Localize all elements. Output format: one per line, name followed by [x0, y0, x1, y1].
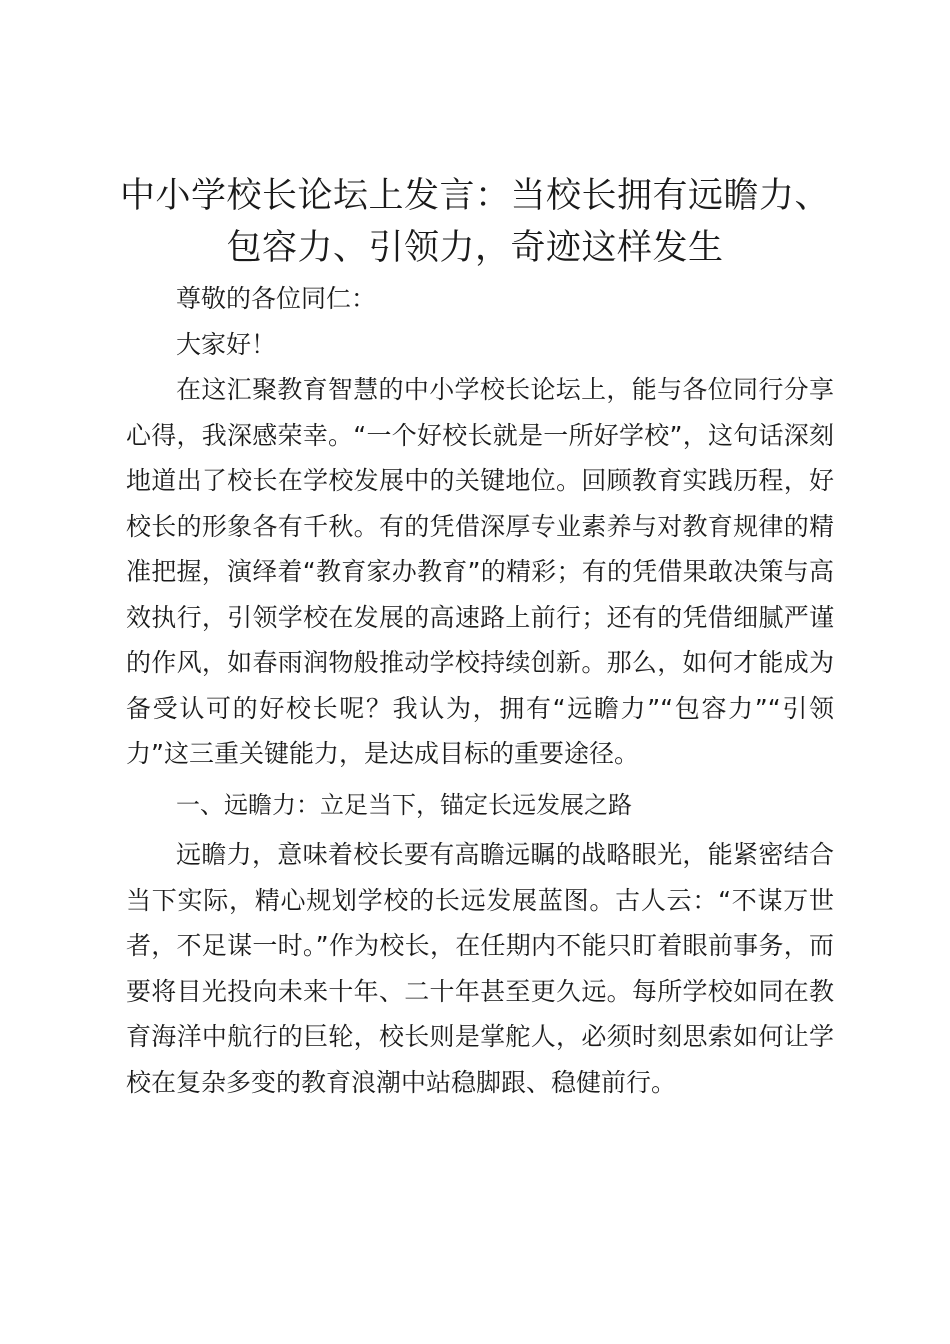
paragraph-intro: 在这汇聚教育智慧的中小学校长论坛上，能与各位同行分享心得，我深感荣幸。“一个好校长就是一所好学校”，这句话深刻地道出了校长在学校发展中的关键地位。回顾教育实践历程，好校长的形象各有千秋。有的凭借深厚专业素养与对教育规律的精准把握，演绎着“教育家办教育”的精彩；有的凭借果敢决策与高效执行，引领学校在发展的高速路上前行；还有的凭借细腻严谨的作风，如春雨润物般推动学校持续创新。那么，如何才能成为备受认可的好校长呢？我认为，拥有“远瞻力”“包容力”“引领力”这三重关键能力，是达成目标的重要途径。 [126, 375, 834, 768]
title-line-1: 中小学校长论坛上发言：当校长拥有远瞻力、 [119, 176, 830, 216]
document-title [110, 170, 840, 274]
document-body [126, 276, 834, 1105]
greeting: 大家好！ [176, 329, 277, 359]
section-heading-1: 一、远瞻力：立足当下，锚定长远发展之路 [176, 790, 632, 819]
salutation: 尊敬的各位同仁： [176, 284, 377, 313]
title-line-2: 包容力、引领力，奇迹这样发生 [226, 228, 724, 268]
paragraph-section-1: 远瞻力，意味着校长要有高瞻远瞩的战略眼光，能紧密结合当下实际，精心规划学校的长远发展蓝图。古人云：“不谋万世者，不足谋一时。”作为校长，在任期内不能只盯着眼前事务，而要将目光投向未来十年、二十年甚至更久远。每所学校如同在教育海洋中航行的巨轮，校长则是掌舵人，必须时刻思索如何让学校在复杂多变的教育浪潮中站稳脚跟、稳健前行。 [126, 840, 834, 1097]
